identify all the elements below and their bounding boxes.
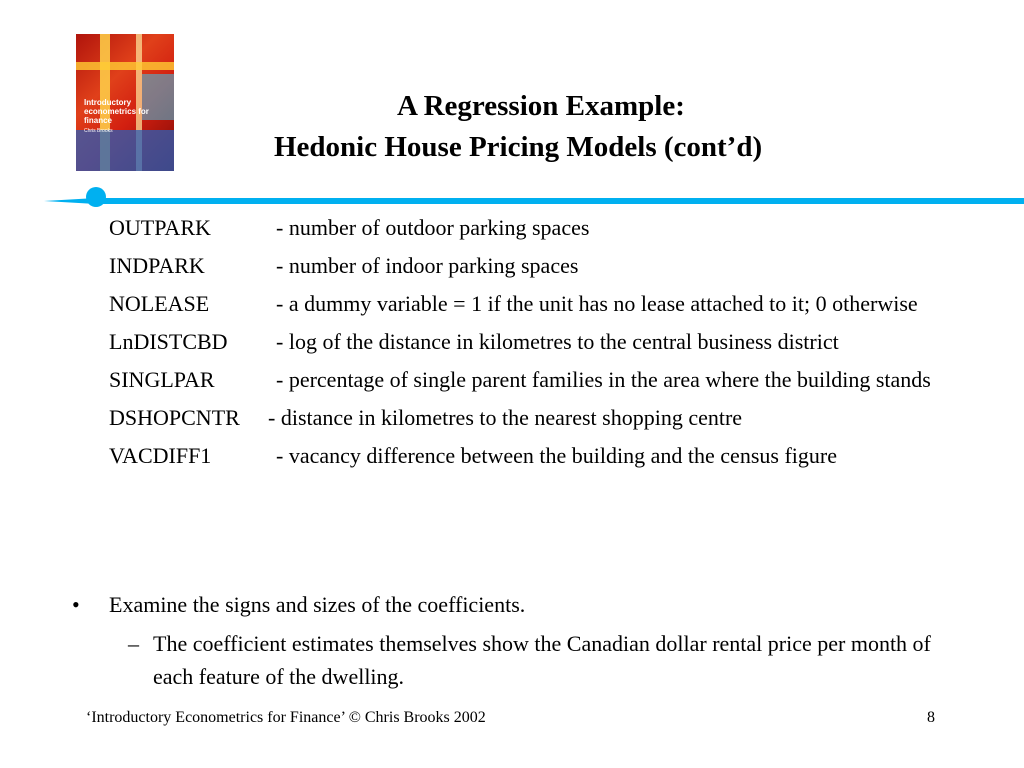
definition-row (109, 401, 979, 439)
variable-name: OUTPARK (109, 215, 211, 240)
title-line-1: A Regression Example: (397, 90, 685, 122)
bullet-marker: • (72, 592, 80, 617)
variable-name: VACDIFF1 (109, 443, 212, 468)
sub-bullet-text: The coefficient estimates themselves show the Canadian dollar rental price per month of each feature of the dwelling. (153, 631, 931, 689)
title-line-2: Hedonic House Pricing Models (cont’d) (274, 131, 763, 163)
title-divider (44, 196, 1024, 204)
footer-text: ‘Introductory Econometrics for Finance’ © Chris Brooks 2002 (86, 709, 486, 726)
definition-row (109, 439, 979, 477)
definition-row (109, 211, 979, 249)
variable-name: LnDISTCBD (109, 329, 228, 354)
variable-name: SINGLPAR (109, 367, 215, 392)
definition-row (109, 363, 979, 401)
page-number: 8 (927, 709, 935, 726)
variable-name: DSHOPCNTR (109, 405, 240, 430)
variable-description: - log of the distance in kilometres to the central business district (276, 329, 839, 354)
book-cover-author: Chris Brooks (84, 128, 113, 134)
variable-description: - number of outdoor parking spaces (276, 215, 590, 240)
variable-description: - a dummy variable = 1 if the unit has no lease attached to it; 0 otherwise (276, 291, 918, 316)
sub-bullet-marker: – (128, 631, 139, 656)
variable-description: - number of indoor parking spaces (276, 253, 579, 278)
book-cover-title: Introductory econometrics for finance (84, 98, 149, 125)
variable-name: INDPARK (109, 253, 205, 278)
variable-description: - distance in kilometres to the nearest shopping centre (268, 405, 743, 430)
variable-description: - vacancy difference between the building and the census figure (276, 443, 837, 468)
variable-definitions (109, 211, 979, 477)
bullet-text: Examine the signs and sizes of the coefficients. (109, 592, 526, 617)
definition-row (109, 249, 979, 287)
variable-description: - percentage of single parent families in the area where the building stands (276, 367, 931, 392)
slide-title (0, 86, 944, 168)
definition-row (109, 287, 979, 325)
variable-name: NOLEASE (109, 291, 210, 316)
definition-row (109, 325, 979, 363)
